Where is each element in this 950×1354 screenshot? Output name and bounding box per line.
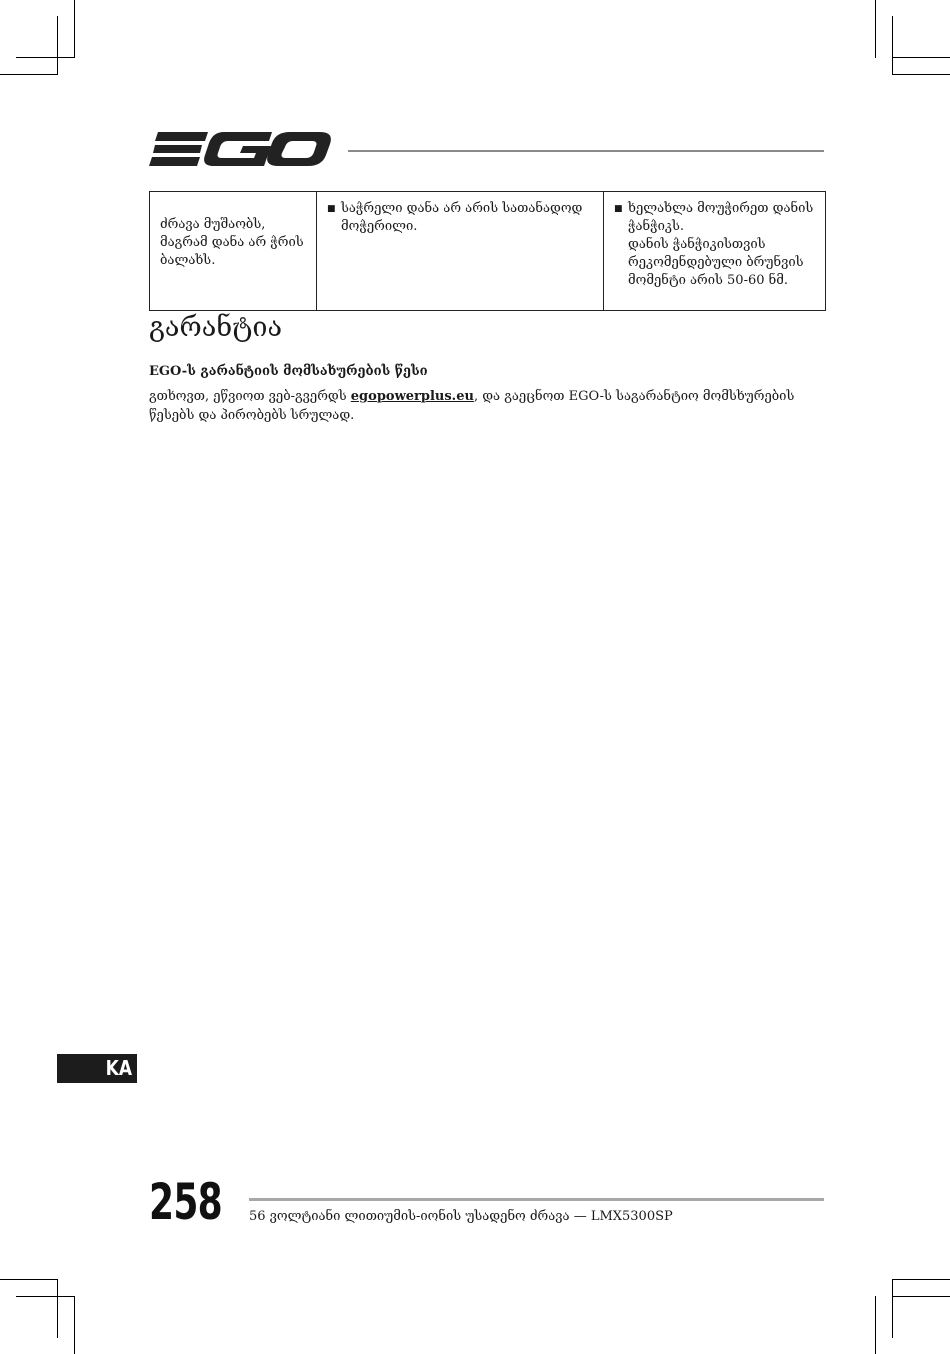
crop-mark bbox=[892, 1280, 893, 1338]
cause-cell bbox=[317, 192, 604, 311]
crop-mark bbox=[74, 0, 75, 58]
crop-mark bbox=[875, 1296, 876, 1354]
crop-mark bbox=[892, 74, 950, 75]
footer-rule bbox=[249, 1198, 824, 1201]
ego-logo-icon bbox=[148, 128, 332, 172]
square-bullet-icon: ■ bbox=[614, 204, 623, 214]
language-code: KA bbox=[105, 1056, 132, 1080]
crop-mark bbox=[892, 57, 950, 58]
paragraph-text: , და გაეცნოთ EGO-ს საგარანტიო მომსხურების წესებს და პირობებს სრულად. bbox=[149, 389, 795, 423]
crop-mark bbox=[892, 1279, 950, 1280]
header-rule bbox=[348, 150, 824, 152]
table-row bbox=[150, 192, 826, 311]
solution-cell bbox=[604, 192, 826, 311]
crop-mark bbox=[57, 1280, 58, 1338]
crop-mark bbox=[892, 1296, 950, 1297]
troubleshooting-table bbox=[149, 191, 826, 311]
footer-product-title: 56 ვოლტიანი ლითიუმის-იონის უსადენო ძრავა — LMX5300SP bbox=[249, 1209, 673, 1224]
solution-line: დანის ჭანჭიკისთვის რეკომენდებული ბრუნვის მომენტი არის 50-60 ნმ. bbox=[628, 237, 804, 288]
list-item bbox=[327, 200, 593, 236]
crop-mark bbox=[892, 16, 893, 74]
website-link[interactable]: egopowerplus.eu bbox=[350, 389, 474, 404]
cause-text: საჭრელი დანა არ არის სათანადოდ მოჭერილი. bbox=[341, 201, 583, 234]
paragraph-text: გთხოვთ, ეწვიოთ ვებ-გვერდს bbox=[149, 389, 351, 404]
section-title: გარანტია bbox=[149, 312, 283, 343]
list-item bbox=[614, 200, 815, 290]
symptom-text: ძრავა მუშაობს, მაგრამ დანა არ ჭრის ბალახს. bbox=[160, 217, 304, 268]
warranty-paragraph bbox=[149, 387, 825, 425]
crop-mark bbox=[0, 74, 58, 75]
symptom-cell bbox=[150, 192, 317, 311]
page-number: 258 bbox=[149, 1173, 222, 1231]
language-tab bbox=[57, 1054, 137, 1083]
solution-line: ხელახლა მოუჭირეთ დანის ჭანჭიკს. bbox=[628, 201, 814, 234]
section-subheading: EGO-ს გარანტიის მომსახურების წესი bbox=[149, 364, 428, 379]
crop-mark bbox=[0, 1279, 58, 1280]
crop-mark bbox=[57, 16, 58, 74]
crop-mark bbox=[16, 57, 74, 58]
crop-mark bbox=[875, 0, 876, 58]
crop-mark bbox=[16, 1296, 74, 1297]
square-bullet-icon: ■ bbox=[327, 204, 336, 214]
crop-mark bbox=[74, 1296, 75, 1354]
